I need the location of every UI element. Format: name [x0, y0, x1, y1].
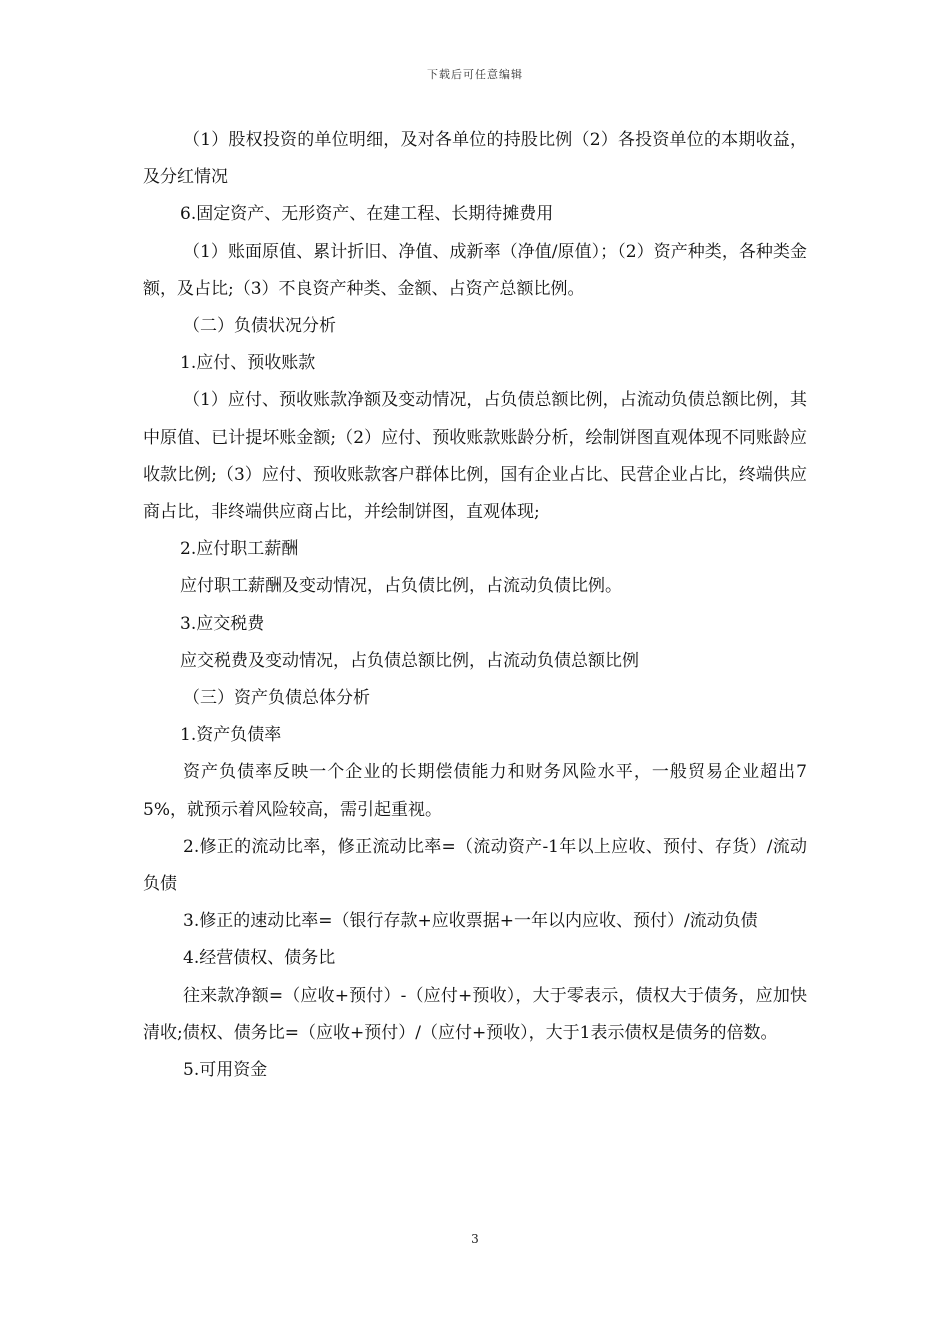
heading-employee-pay: 2.应付职工薪酬 [180, 539, 299, 560]
document-body [143, 122, 807, 1089]
paragraph-payables-detail: （1）应付、预收账款净额及变动情况，占负债总额比例，占流动负债总额比例，其中原值、已计提坏账金额;（2）应付、预收账款账龄分析，绘制饼图直观体现不同账龄应收款比例;（3）应付、预收账款客户群体比例，国有企业占比、民营企业占比，终端供应商占比，非终端供应商占比，并绘制饼图，直观体现; [143, 390, 807, 523]
paragraph-fixed-assets-detail: （1）账面原值、累计折旧、净值、成新率（净值/原值）；（2）资产种类，各种类金额，及占比;（3）不良资产种类、金额、占资产总额比例。 [143, 241, 807, 299]
paragraph-debt-ratio-detail: 资产负债率反映一个企业的长期偿债能力和财务风险水平，一般贸易企业超出75%，就预示着风险较高，需引起重视。 [143, 762, 807, 820]
heading-debt-ratio: 1.资产负债率 [180, 725, 282, 746]
page-number: 3 [471, 1232, 479, 1246]
heading-available-funds: 5.可用资金 [183, 1060, 268, 1081]
heading-payables: 1.应付、预收账款 [180, 353, 316, 374]
heading-fixed-assets: 6.固定资产、无形资产、在建工程、长期待摊费用 [180, 204, 554, 225]
section-heading-liabilities: （二）负债状况分析 [183, 316, 336, 337]
paragraph-quick-ratio: 3.修正的速动比率=（银行存款+应收票据+一年以内应收、预付）/流动负债 [183, 911, 758, 932]
paragraph-taxes-detail: 应交税费及变动情况，占负债总额比例，占流动负债总额比例 [180, 650, 639, 671]
paragraph-credit-debt-detail: 往来款净额=（应收+预付）-（应付+预收），大于零表示，债权大于债务，应加快清收;债权、债务比=（应收+预付）/（应付+预收），大于1表示债权是债务的倍数。 [143, 985, 807, 1043]
section-heading-overall-analysis: （三）资产负债总体分析 [183, 688, 370, 709]
paragraph-employee-pay-detail: 应付职工薪酬及变动情况，占负债比例，占流动负债比例。 [180, 576, 622, 597]
paragraph-current-ratio: 2.修正的流动比率，修正流动比率=（流动资产-1年以上应收、预付、存货）/流动负债 [143, 836, 807, 895]
heading-taxes: 3.应交税费 [180, 613, 265, 634]
page-header-note: 下载后可任意编辑 [427, 68, 523, 81]
paragraph-equity-investment: （1）股权投资的单位明细，及对各单位的持股比例（2）各投资单位的本期收益，及分红情况 [143, 130, 807, 188]
heading-credit-debt-ratio: 4.经营债权、债务比 [183, 948, 336, 969]
